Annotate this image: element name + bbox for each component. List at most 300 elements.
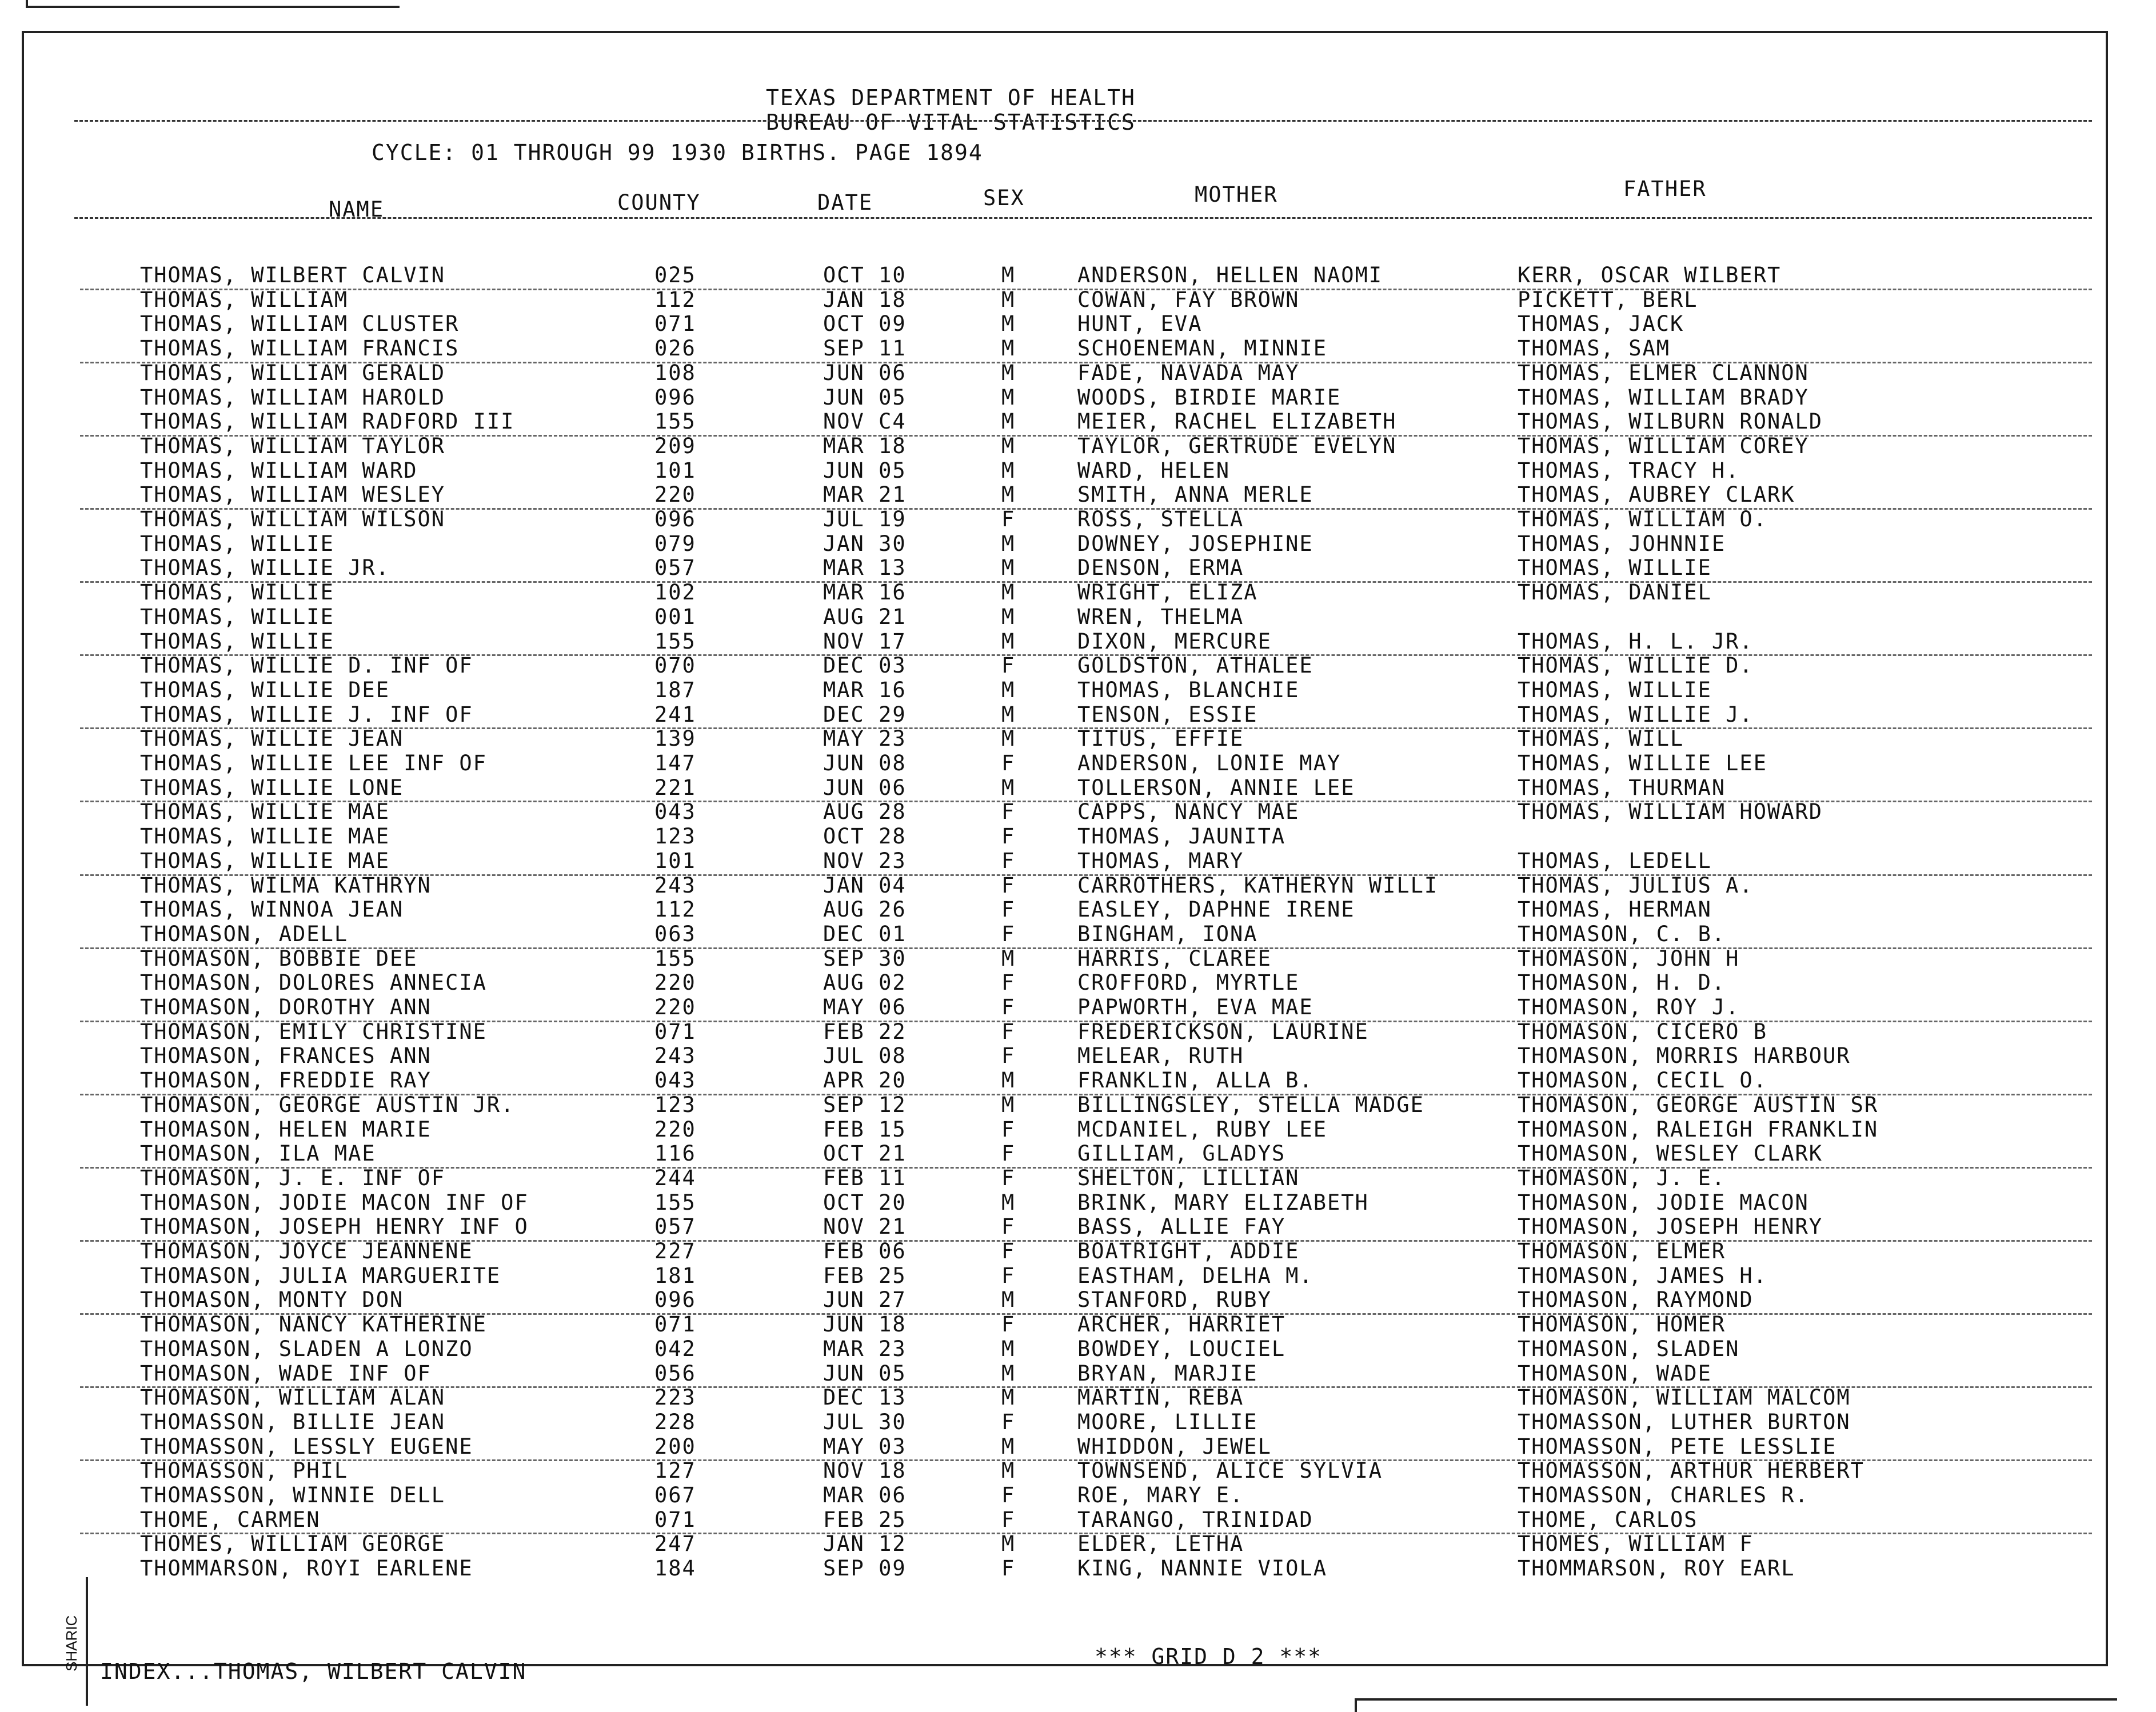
record-county: 108 (654, 360, 696, 385)
record-date: DEC 03 (823, 653, 907, 678)
record-father: THOMASON, JAMES H. (1518, 1263, 1767, 1288)
record-name: THOMASON, DOLORES ANNECIA (140, 970, 487, 995)
record-father: THOMASON, JOHN H (1518, 946, 1740, 971)
record-mother: KING, NANNIE VIOLA (1077, 1556, 1327, 1581)
record-county: 071 (654, 1019, 696, 1044)
record-row (0, 1531, 2156, 1556)
record-name: THOMASON, DOROTHY ANN (140, 995, 432, 1019)
record-row (0, 799, 2156, 824)
record-county: 220 (654, 482, 696, 507)
record-county: 025 (654, 263, 696, 287)
record-sex: M (1001, 629, 1016, 654)
record-date: NOV 23 (823, 848, 907, 873)
record-date: JUN 27 (823, 1287, 907, 1313)
record-row (0, 995, 2156, 1019)
record-date: SEP 09 (823, 1556, 907, 1581)
record-date: AUG 21 (823, 604, 907, 629)
record-sex: M (1001, 677, 1016, 702)
record-date: NOV C4 (823, 409, 907, 434)
record-name: THOMASSON, WINNIE DELL (140, 1483, 446, 1507)
record-sex: M (1001, 336, 1016, 361)
record-sex: F (1001, 1043, 1016, 1069)
record-county: 067 (654, 1483, 696, 1507)
record-date: MAY 03 (823, 1434, 907, 1459)
record-name: THOMASON, JODIE MACON INF OF (140, 1190, 529, 1215)
record-sex: M (1001, 385, 1016, 410)
record-father: THOMAS, LEDELL (1518, 848, 1712, 873)
record-sex: M (1001, 555, 1016, 581)
record-sex: M (1001, 702, 1016, 727)
record-mother: SMITH, ANNA MERLE (1077, 482, 1313, 507)
record-father: THOMASON, WESLEY CLARK (1518, 1141, 1823, 1166)
record-father: THOMAS, ELMER CLANNON (1518, 360, 1809, 385)
row-rule (80, 1459, 2092, 1461)
record-row (0, 1361, 2156, 1386)
row-rule (80, 947, 2092, 949)
record-county: 155 (654, 409, 696, 434)
record-mother: PAPWORTH, EVA MAE (1077, 995, 1313, 1019)
record-date: MAR 18 (823, 433, 907, 458)
record-name: THOMAS, WILLIAM FRANCIS (140, 336, 460, 361)
record-father: THOMASON, RAYMOND (1518, 1287, 1754, 1313)
record-name: THOMAS, WILLIE (140, 604, 334, 629)
record-father: THOMAS, SAM (1518, 336, 1671, 361)
record-name: THOMASON, JULIA MARGUERITE (140, 1263, 501, 1288)
record-name: THOMASON, J. E. INF OF (140, 1165, 446, 1190)
record-sex: F (1001, 1312, 1016, 1337)
record-date: OCT 10 (823, 263, 907, 287)
record-date: JUN 18 (823, 1312, 907, 1337)
record-date: JAN 12 (823, 1531, 907, 1557)
record-row (0, 873, 2156, 898)
record-mother: FREDERICKSON, LAURINE (1077, 1019, 1369, 1044)
record-name: THOMAS, WILLIAM HAROLD (140, 385, 446, 410)
record-name: THOMAS, WILLIE LEE INF OF (140, 751, 487, 775)
record-county: 220 (654, 995, 696, 1019)
col-head-father: FATHER (1623, 177, 1707, 201)
record-name: THOMASON, ADELL (140, 921, 349, 946)
record-sex: M (1001, 726, 1016, 751)
record-name: THOMAS, WILLIE JR. (140, 555, 390, 581)
record-mother: ELDER, LETHA (1077, 1531, 1244, 1557)
header-rule-bottom (74, 217, 2092, 219)
record-mother: MEIER, RACHEL ELIZABETH (1077, 409, 1397, 434)
record-county: 096 (654, 507, 696, 531)
record-row (0, 726, 2156, 751)
record-row (0, 922, 2156, 946)
record-date: JUN 05 (823, 1361, 907, 1386)
row-rule (80, 874, 2092, 876)
record-mother: SCHOENEMAN, MINNIE (1077, 336, 1327, 361)
record-sex: M (1001, 482, 1016, 507)
record-father: THOMASON, JODIE MACON (1518, 1190, 1809, 1215)
record-name: THOME, CARMEN (140, 1507, 321, 1532)
record-mother: EASLEY, DAPHNE IRENE (1077, 897, 1355, 922)
record-name: THOMASON, HELEN MARIE (140, 1117, 432, 1142)
record-county: 209 (654, 433, 696, 458)
record-sex: M (1001, 360, 1016, 385)
record-date: FEB 25 (823, 1263, 907, 1288)
record-name: THOMAS, WILLIE MAE (140, 848, 390, 873)
side-label: SHARIC (63, 1615, 80, 1671)
record-county: 147 (654, 751, 696, 775)
record-mother: TENSON, ESSIE (1077, 702, 1258, 727)
record-name: THOMAS, WINNOA JEAN (140, 897, 404, 922)
record-sex: F (1001, 1214, 1016, 1239)
record-father: PICKETT, BERL (1518, 287, 1698, 312)
record-county: 155 (654, 629, 696, 654)
record-mother: MARTIN, REBA (1077, 1385, 1244, 1410)
record-name: THOMAS, WILLIE LONE (140, 775, 404, 800)
record-father: THOMAS, WILLIE (1518, 677, 1712, 702)
record-mother: GOLDSTON, ATHALEE (1077, 653, 1313, 678)
record-sex: M (1001, 1068, 1016, 1093)
record-row (0, 1458, 2156, 1483)
record-mother: ROSS, STELLA (1077, 507, 1244, 531)
record-row (0, 409, 2156, 434)
record-name: THOMASSON, PHIL (140, 1458, 349, 1483)
record-sex: F (1001, 751, 1016, 775)
record-row (0, 702, 2156, 727)
record-date: JUN 06 (823, 360, 907, 385)
record-county: 101 (654, 458, 696, 483)
record-row (0, 1068, 2156, 1093)
record-date: DEC 13 (823, 1385, 907, 1410)
record-father: THOMASON, C. B. (1518, 921, 1726, 946)
record-name: THOMASON, MONTY DON (140, 1287, 404, 1313)
record-name: THOMAS, WILLIAM GERALD (140, 360, 446, 385)
record-father: THOMAS, WILLIAM COREY (1518, 433, 1809, 458)
record-row (0, 751, 2156, 775)
record-mother: HUNT, EVA (1077, 311, 1203, 337)
record-father: THOMAS, WILBURN RONALD (1518, 409, 1823, 434)
record-county: 096 (654, 385, 696, 410)
record-date: JUN 05 (823, 385, 907, 410)
record-county: 243 (654, 1043, 696, 1069)
record-mother: BOATRIGHT, ADDIE (1077, 1239, 1300, 1263)
record-county: 247 (654, 1531, 696, 1557)
record-sex: M (1001, 1434, 1016, 1459)
record-date: AUG 28 (823, 799, 907, 825)
record-mother: THOMAS, BLANCHIE (1077, 677, 1300, 702)
record-date: MAR 16 (823, 677, 907, 702)
bureau-title: BUREAU OF VITAL STATISTICS (766, 110, 1136, 135)
record-father: THOMASON, GEORGE AUSTIN SR (1518, 1092, 1879, 1117)
record-father: THOMASON, SLADEN (1518, 1336, 1740, 1361)
record-father: THOMAS, H. L. JR. (1518, 629, 1754, 654)
record-row (0, 1141, 2156, 1166)
record-row (0, 482, 2156, 507)
record-date: NOV 18 (823, 1458, 907, 1483)
record-name: THOMASON, NANCY KATHERINE (140, 1312, 487, 1337)
record-county: 155 (654, 1190, 696, 1215)
record-date: DEC 29 (823, 702, 907, 727)
record-sex: M (1001, 287, 1016, 312)
record-date: OCT 28 (823, 824, 907, 849)
record-mother: TOWNSEND, ALICE SYLVIA (1077, 1458, 1383, 1483)
record-county: 127 (654, 1458, 696, 1483)
record-sex: M (1001, 946, 1016, 971)
record-father: THOMASON, ELMER (1518, 1239, 1726, 1263)
record-name: THOMAS, WILLIAM RADFORD III (140, 409, 515, 434)
record-mother: GILLIAM, GLADYS (1077, 1141, 1286, 1166)
record-sex: F (1001, 873, 1016, 898)
record-county: 244 (654, 1165, 696, 1190)
record-father: THOMAS, JACK (1518, 311, 1684, 337)
record-mother: BRYAN, MARJIE (1077, 1361, 1258, 1386)
record-county: 116 (654, 1141, 696, 1166)
record-mother: THOMAS, MARY (1077, 848, 1244, 873)
record-county: 001 (654, 604, 696, 629)
record-sex: F (1001, 1507, 1016, 1532)
record-sex: F (1001, 799, 1016, 825)
record-date: JUL 19 (823, 507, 907, 531)
record-date: FEB 15 (823, 1117, 907, 1142)
record-row (0, 336, 2156, 361)
record-sex: F (1001, 897, 1016, 922)
record-county: 042 (654, 1336, 696, 1361)
record-father: THOMAS, WILLIE LEE (1518, 751, 1767, 775)
record-date: AUG 26 (823, 897, 907, 922)
record-county: 123 (654, 1092, 696, 1117)
record-name: THOMAS, WILLIE (140, 629, 334, 654)
record-name: THOMAS, WILLIAM WARD (140, 458, 418, 483)
record-name: THOMAS, WILLIE (140, 531, 334, 556)
record-mother: WOODS, BIRDIE MARIE (1077, 385, 1341, 410)
record-father: THOMES, WILLIAM F (1518, 1531, 1754, 1557)
record-father: THOMASON, MORRIS HARBOUR (1518, 1043, 1851, 1069)
record-name: THOMAS, WILLIE (140, 580, 334, 605)
record-county: 112 (654, 287, 696, 312)
record-sex: M (1001, 409, 1016, 434)
record-father: THOMAS, JULIUS A. (1518, 873, 1754, 898)
record-sex: M (1001, 1190, 1016, 1215)
record-name: THOMAS, WILLIE J. INF OF (140, 702, 473, 727)
record-mother: TOLLERSON, ANNIE LEE (1077, 775, 1355, 800)
record-row (0, 629, 2156, 654)
record-name: THOMAS, WILLIAM TAYLOR (140, 433, 446, 458)
record-county: 057 (654, 555, 696, 581)
record-father: THOMASON, CECIL O. (1518, 1068, 1767, 1093)
record-row (0, 287, 2156, 312)
record-name: THOMASON, WADE INF OF (140, 1361, 432, 1386)
record-mother: BOWDEY, LOUCIEL (1077, 1336, 1286, 1361)
record-sex: M (1001, 1531, 1016, 1557)
record-county: 155 (654, 946, 696, 971)
record-father: THOMAS, WILLIAM HOWARD (1518, 799, 1823, 825)
index-line: INDEX...THOMAS, WILBERT CALVIN (100, 1659, 527, 1684)
col-head-sex: SEX (983, 186, 1025, 210)
record-row (0, 605, 2156, 629)
record-name: THOMASON, GEORGE AUSTIN JR. (140, 1092, 515, 1117)
record-father: THOMASSON, LUTHER BURTON (1518, 1409, 1851, 1434)
record-sex: F (1001, 1141, 1016, 1166)
record-mother: ANDERSON, HELLEN NAOMI (1077, 263, 1383, 287)
record-county: 071 (654, 1507, 696, 1532)
record-father: THOME, CARLOS (1518, 1507, 1698, 1532)
record-sex: F (1001, 921, 1016, 946)
record-sex: F (1001, 1556, 1016, 1581)
record-county: 112 (654, 897, 696, 922)
record-sex: M (1001, 311, 1016, 337)
row-rule (80, 1313, 2092, 1315)
record-father: THOMAS, WILLIE (1518, 555, 1712, 581)
grid-label: *** GRID D 2 *** (1095, 1644, 1323, 1669)
record-father: THOMAS, WILLIAM BRADY (1518, 385, 1809, 410)
cycle-line: CYCLE: 01 THROUGH 99 1930 BIRTHS. PAGE 1894 (372, 140, 983, 165)
row-rule (80, 1240, 2092, 1242)
record-row (0, 678, 2156, 702)
record-county: 187 (654, 677, 696, 702)
record-mother: HARRIS, CLAREE (1077, 946, 1272, 971)
record-mother: BINGHAM, IONA (1077, 921, 1258, 946)
record-date: NOV 21 (823, 1214, 907, 1239)
record-father: THOMASSON, CHARLES R. (1518, 1483, 1809, 1507)
record-row (0, 1166, 2156, 1190)
record-row (0, 1410, 2156, 1434)
record-father: THOMAS, WILLIE J. (1518, 702, 1754, 727)
record-row (0, 824, 2156, 849)
record-name: THOMAS, WILBERT CALVIN (140, 263, 446, 287)
record-date: NOV 17 (823, 629, 907, 654)
record-row (0, 1507, 2156, 1532)
record-row (0, 1483, 2156, 1507)
record-sex: F (1001, 824, 1016, 849)
record-mother: BILLINGSLEY, STELLA MADGE (1077, 1092, 1424, 1117)
record-sex: M (1001, 775, 1016, 800)
record-date: JUN 06 (823, 775, 907, 800)
record-county: 063 (654, 921, 696, 946)
row-rule (80, 1021, 2092, 1022)
record-mother: FADE, NAVADA MAY (1077, 360, 1300, 385)
record-father: THOMASON, H. D. (1518, 970, 1726, 995)
record-date: JAN 18 (823, 287, 907, 312)
record-date: JUN 05 (823, 458, 907, 483)
record-mother: TAYLOR, GERTRUDE EVELYN (1077, 433, 1397, 458)
record-name: THOMASON, EMILY CHRISTINE (140, 1019, 487, 1044)
record-father: THOMAS, WILLIAM O. (1518, 507, 1767, 531)
record-father: THOMMARSON, ROY EARL (1518, 1556, 1795, 1581)
record-county: 043 (654, 799, 696, 825)
record-county: 071 (654, 311, 696, 337)
record-county: 181 (654, 1263, 696, 1288)
record-date: OCT 20 (823, 1190, 907, 1215)
record-mother: THOMAS, JAUNITA (1077, 824, 1286, 849)
record-date: MAR 16 (823, 580, 907, 605)
record-name: THOMAS, WILLIE MAE (140, 824, 390, 849)
record-county: 057 (654, 1214, 696, 1239)
record-county: 220 (654, 1117, 696, 1142)
record-row (0, 1239, 2156, 1263)
record-row (0, 1556, 2156, 1581)
record-father: THOMAS, HERMAN (1518, 897, 1712, 922)
record-row (0, 1263, 2156, 1288)
record-row (0, 1337, 2156, 1361)
record-county: 227 (654, 1239, 696, 1263)
record-county: 123 (654, 824, 696, 849)
row-rule (80, 289, 2092, 290)
record-name: THOMAS, WILLIE DEE (140, 677, 390, 702)
record-county: 026 (654, 336, 696, 361)
record-sex: M (1001, 1336, 1016, 1361)
record-father: THOMASON, JOSEPH HENRY (1518, 1214, 1823, 1239)
record-date: FEB 11 (823, 1165, 907, 1190)
record-name: THOMASON, ILA MAE (140, 1141, 376, 1166)
record-name: THOMASON, BOBBIE DEE (140, 946, 418, 971)
record-row (0, 1117, 2156, 1142)
record-date: JAN 04 (823, 873, 907, 898)
record-mother: ANDERSON, LONIE MAY (1077, 751, 1341, 775)
record-name: THOMASON, FREDDIE RAY (140, 1068, 432, 1093)
record-mother: ROE, MARY E. (1077, 1483, 1244, 1507)
record-sex: F (1001, 970, 1016, 995)
record-sex: F (1001, 1239, 1016, 1263)
record-row (0, 1385, 2156, 1410)
left-margin-rule (86, 1577, 88, 1706)
record-date: SEP 30 (823, 946, 907, 971)
record-date: MAY 06 (823, 995, 907, 1019)
record-mother: ARCHER, HARRIET (1077, 1312, 1286, 1337)
record-row (0, 263, 2156, 287)
record-row (0, 434, 2156, 458)
col-head-mother: MOTHER (1195, 182, 1278, 207)
record-date: SEP 12 (823, 1092, 907, 1117)
record-father: THOMAS, WILL (1518, 726, 1684, 751)
record-county: 043 (654, 1068, 696, 1093)
record-sex: M (1001, 1287, 1016, 1313)
record-sex: M (1001, 1458, 1016, 1483)
record-mother: SHELTON, LILLIAN (1077, 1165, 1300, 1190)
record-row (0, 653, 2156, 678)
record-date: MAY 23 (823, 726, 907, 751)
record-father: THOMASON, CICERO B (1518, 1019, 1767, 1044)
record-sex: M (1001, 433, 1016, 458)
record-row (0, 311, 2156, 336)
record-mother: CAPPS, NANCY MAE (1077, 799, 1300, 825)
row-rule (80, 1167, 2092, 1169)
row-rule (80, 362, 2092, 363)
record-sex: M (1001, 1385, 1016, 1410)
row-rule (80, 1533, 2092, 1534)
record-row (0, 1043, 2156, 1068)
record-name: THOMASON, JOSEPH HENRY INF O (140, 1214, 529, 1239)
record-mother: TITUS, EFFIE (1077, 726, 1244, 751)
record-row (0, 1312, 2156, 1337)
record-mother: DOWNEY, JOSEPHINE (1077, 531, 1313, 556)
record-date: AUG 02 (823, 970, 907, 995)
record-mother: MELEAR, RUTH (1077, 1043, 1244, 1069)
record-county: 070 (654, 653, 696, 678)
record-county: 139 (654, 726, 696, 751)
record-row (0, 1019, 2156, 1044)
record-date: APR 20 (823, 1068, 907, 1093)
record-date: DEC 01 (823, 921, 907, 946)
row-rule (80, 508, 2092, 510)
record-sex: M (1001, 1361, 1016, 1386)
record-father: THOMASON, ROY J. (1518, 995, 1740, 1019)
record-sex: F (1001, 1263, 1016, 1288)
record-sex: M (1001, 458, 1016, 483)
record-sex: M (1001, 580, 1016, 605)
record-mother: DENSON, ERMA (1077, 555, 1244, 581)
record-mother: WREN, THELMA (1077, 604, 1244, 629)
record-date: FEB 06 (823, 1239, 907, 1263)
record-father: THOMASSON, ARTHUR HERBERT (1518, 1458, 1864, 1483)
record-sex: F (1001, 1409, 1016, 1434)
record-sex: F (1001, 848, 1016, 873)
record-sex: M (1001, 531, 1016, 556)
record-row (0, 1287, 2156, 1312)
